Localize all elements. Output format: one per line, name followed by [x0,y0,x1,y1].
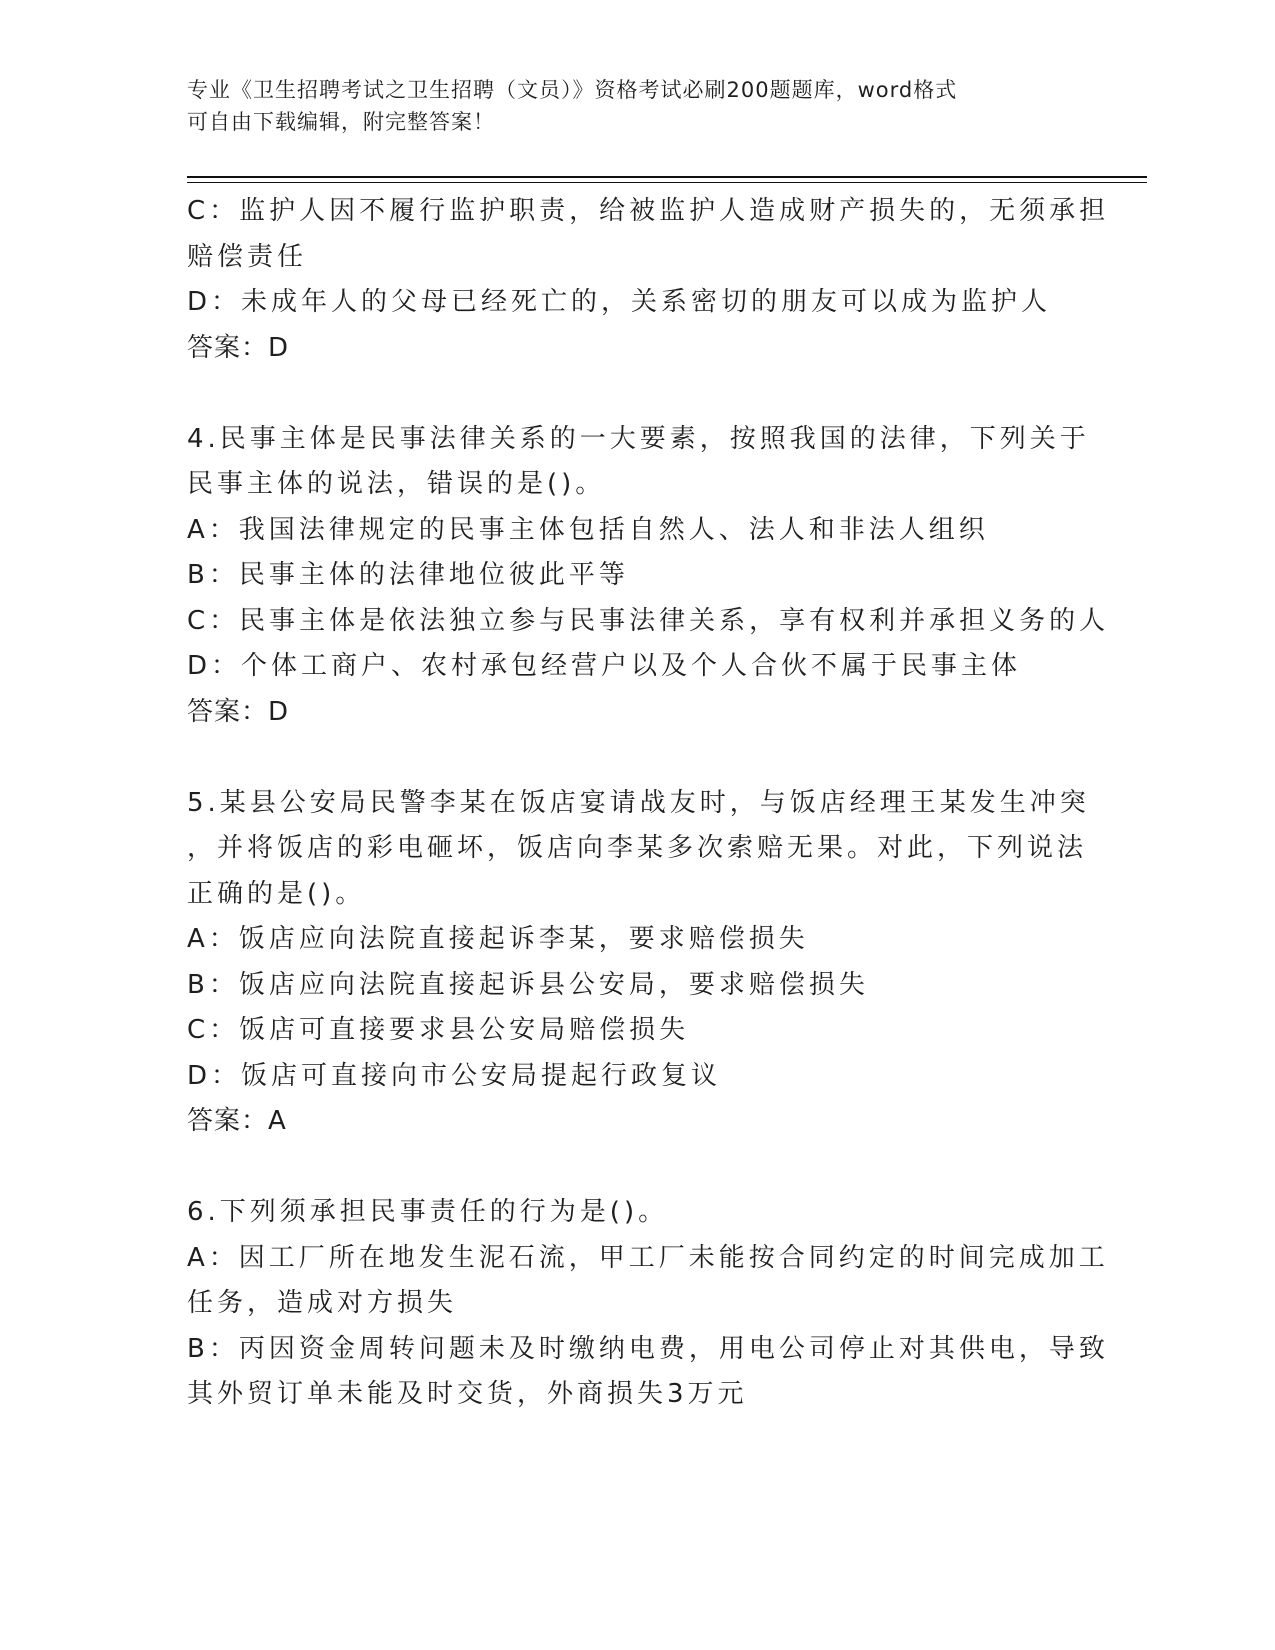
q5-option-b: B：饭店应向法院直接起诉县公安局，要求赔偿损失 [187,969,869,1000]
q4-option-b: B：民事主体的法律地位彼此平等 [187,560,629,590]
q4-stem-line-1: 4.民事主体是民事法律关系的一大要素，按照我国的法律，下列关于 [187,423,1090,454]
page-content [187,189,1110,1418]
q4-option-c: C：民事主体是依法独立参与民事法律关系，享有权利并承担义务的人 [187,605,1110,636]
q4-option-d: D：个体工商户、农村承包经营户以及个人合伙不属于民事主体 [187,651,1022,681]
q4-stem-line-2: 民事主体的说法，错误的是()。 [187,469,606,499]
q5-stem-line-1: 5.某县公安局民警李某在饭店宴请战友时，与饭店经理王某发生冲突 [187,787,1090,818]
question-3-continued [187,189,1110,371]
q5-stem-line-2: ，并将饭店的彩电砸坏，饭店向李某多次索赔无果。对此，下列说法 [187,833,1088,863]
spacer [187,735,1067,781]
question-4 [187,417,1110,736]
spacer [187,371,1067,417]
q5-stem-line-3: 正确的是()。 [187,878,366,909]
q4-answer: 答案：D [187,696,290,727]
question-5 [187,781,1090,1145]
q6-stem: 6.下列须承担民事责任的行为是()。 [187,1197,669,1227]
q3-option-d: D：未成年人的父母已经死亡的，关系密切的朋友可以成为监护人 [187,287,1052,317]
header-rule-thin [187,182,1147,183]
q3-option-c-line-2: 赔偿责任 [187,241,308,272]
question-6 [187,1190,1109,1418]
page-header [187,74,1067,138]
header-rule-thick [187,176,1147,178]
q6-option-a-line-1: A：因工厂所在地发生泥石流，甲工厂未能按合同约定的时间完成加工 [187,1242,1109,1273]
q5-option-c: C：饭店可直接要求县公安局赔偿损失 [187,1015,690,1045]
q6-option-b-line-2: 其外贸订单未能及时交货，外商损失3万元 [187,1379,748,1409]
q3-answer: 答案：D [187,332,290,363]
q3-option-c-line-1: C：监护人因不履行监护职责，给被监护人造成财产损失的，无须承担 [187,196,1110,226]
header-title-line-1: 专业《卫生招聘考试之卫生招聘（文员）》资格考试必刷200题题库，word格式 [187,78,958,102]
q5-answer: 答案：A [187,1106,287,1136]
q4-option-a: A：我国法律规定的民事主体包括自然人、法人和非法人组织 [187,514,989,545]
q5-option-d: D：饭店可直接向市公安局提起行政复议 [187,1060,722,1091]
q6-option-b-line-1: B：丙因资金周转问题未及时缴纳电费，用电公司停止对其供电，导致 [187,1333,1109,1364]
q5-option-a: A：饭店应向法院直接起诉李某，要求赔偿损失 [187,924,809,954]
header-title-line-2: 可自由下载编辑，附完整答案！ [187,110,495,134]
q6-option-a-line-2: 任务，造成对方损失 [187,1288,458,1318]
spacer [187,1145,1067,1191]
